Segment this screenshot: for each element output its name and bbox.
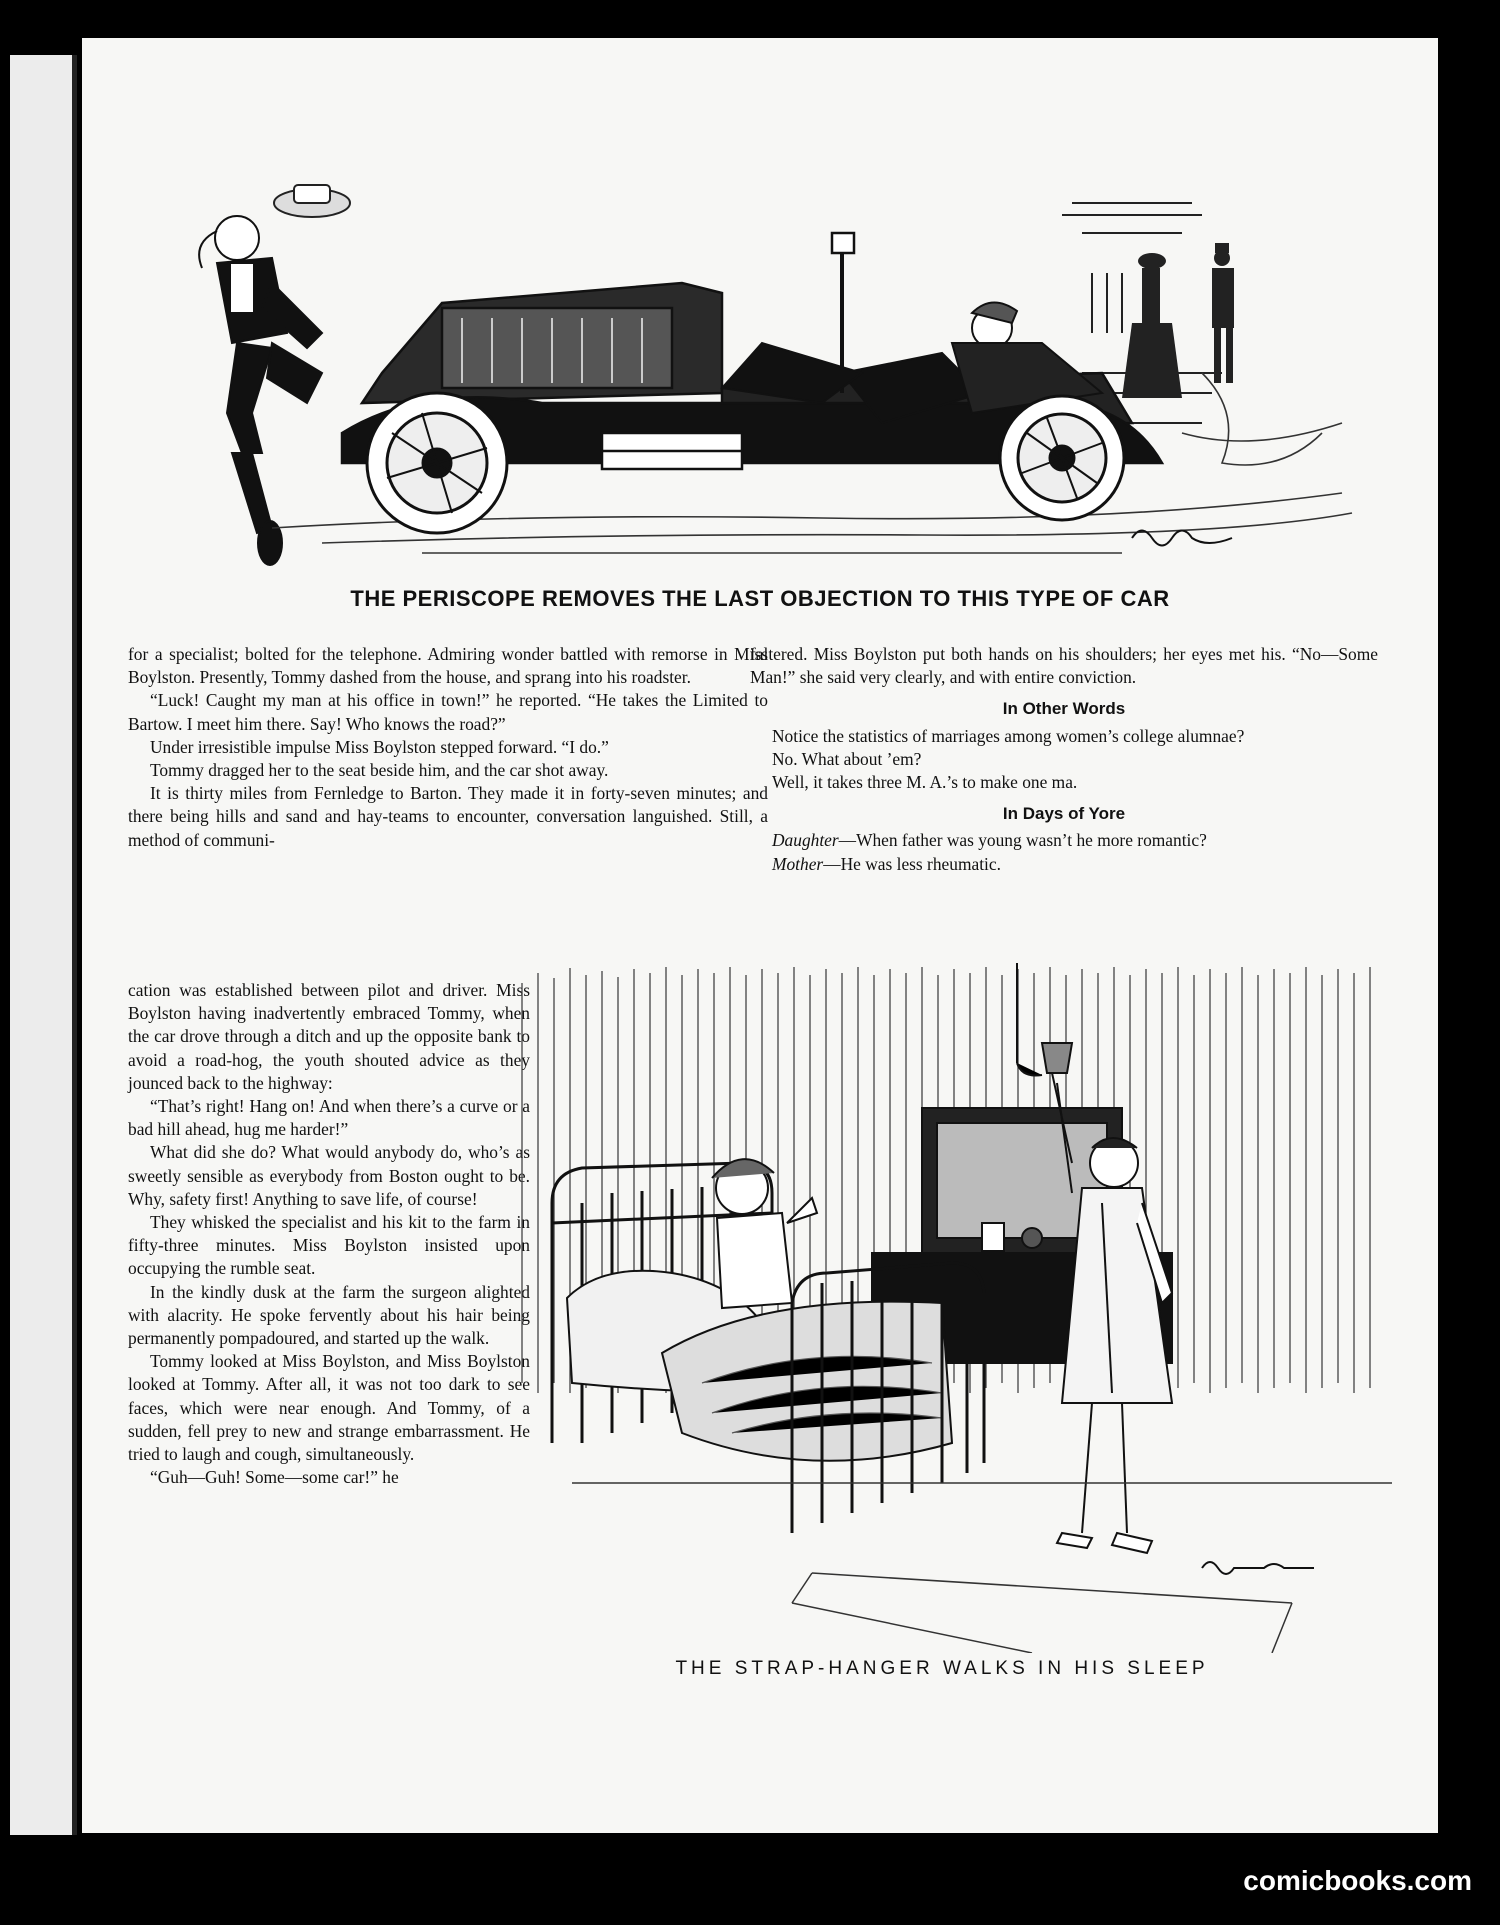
book-binding bbox=[10, 55, 77, 1835]
joke-line bbox=[750, 853, 1378, 876]
story-paragraph: In the kindly dusk at the farm the surgeon alighted with alacrity. He spoke fervently about his hair being permanently pompadoured, and started up the walk. bbox=[128, 1281, 530, 1349]
magazine-page bbox=[82, 38, 1438, 1833]
story-text-left-upper bbox=[128, 643, 768, 852]
story-paragraph: It is thirty miles from Fernledge to Barton. They made it in forty-seven minutes; and there being hills and sand and hay-teams to encounter, conversation languished. Still, a method of communi- bbox=[128, 783, 768, 850]
mother-line: —He was less rheumatic. bbox=[823, 853, 1001, 874]
daughter-line: —When father was young wasn’t he more romantic? bbox=[838, 830, 1207, 851]
strap-hanger-cartoon-illustration bbox=[512, 963, 1392, 1653]
story-paragraph: What did she do? What would anybody do, who’s as sweetly sensible as everybody from Boston ought to be. Why, safety first! Anything to save life, of course! bbox=[128, 1142, 530, 1209]
joke-title-in-other-words: In Other Words bbox=[1002, 699, 1126, 719]
speaker-mother: Mother bbox=[772, 853, 824, 874]
right-column-text bbox=[750, 643, 1378, 876]
story-paragraph: “That’s right! Hang on! And when there’s a curve or a bad hill ahead, hug me harder!” bbox=[128, 1096, 530, 1140]
story-paragraph: Tommy dragged her to the seat beside him, and the car shot away. bbox=[150, 760, 609, 781]
joke-line bbox=[750, 829, 1378, 852]
story-paragraph: “Guh—Guh! Some—some car!” he bbox=[150, 1467, 399, 1488]
car-cartoon-illustration bbox=[122, 133, 1362, 573]
story-text-left-lower bbox=[128, 979, 530, 1489]
joke-title-in-days-of-yore: In Days of Yore bbox=[1002, 804, 1126, 824]
story-paragraph: for a specialist; bolted for the telephone. Admiring wonder battled with remorse in Miss Boylston. Presently, Tommy dashed from the house, and sprang into his roadster. bbox=[128, 644, 768, 688]
top-cartoon-caption: THE PERISCOPE REMOVES THE LAST OBJECTION TO THIS TYPE OF CAR bbox=[350, 586, 1170, 611]
story-paragraph: “Luck! Caught my man at his office in town!” he reported. “He takes the Limited to Bartow. I meet him there. Say! Who knows the road?” bbox=[128, 690, 768, 734]
bottom-cartoon-caption: THE STRAP-HANGER WALKS IN HIS SLEEP bbox=[675, 1658, 1209, 1679]
joke-line: Notice the statistics of marriages among women’s college alumnae? bbox=[772, 725, 1245, 746]
story-paragraph: cation was established between pilot and driver. Miss Boylston having inadvertently embraced Tommy, when the car drove through a ditch and up the opposite bank to avoid a road-hog, the youth shouted advice as they jounced back to the highway: bbox=[128, 980, 530, 1093]
story-paragraph: Tommy looked at Miss Boylston, and Miss Boylston looked at Tommy. After all, it was not too dark to see faces, which were near enough. And Tommy, of a sudden, fell prey to new and strange embarrassment. He tried to laugh and cough, simultaneously. bbox=[128, 1351, 530, 1465]
speaker-daughter: Daughter bbox=[772, 830, 839, 851]
site-watermark: comicbooks.com bbox=[1243, 1865, 1472, 1896]
story-paragraph: Under irresistible impulse Miss Boylston stepped forward. “I do.” bbox=[150, 736, 609, 757]
story-paragraph: They whisked the specialist and his kit to the farm in fifty-three minutes. Miss Boylston insisted upon occupying the rumble seat. bbox=[128, 1212, 530, 1279]
joke-line: No. What about ’em? bbox=[772, 748, 922, 769]
story-continuation: faltered. Miss Boylston put both hands on his shoulders; her eyes met his. “No—Some Man!” she said very clearly, and with entire conviction. bbox=[750, 644, 1378, 688]
joke-line: Well, it takes three M. A.’s to make one ma. bbox=[772, 772, 1078, 793]
